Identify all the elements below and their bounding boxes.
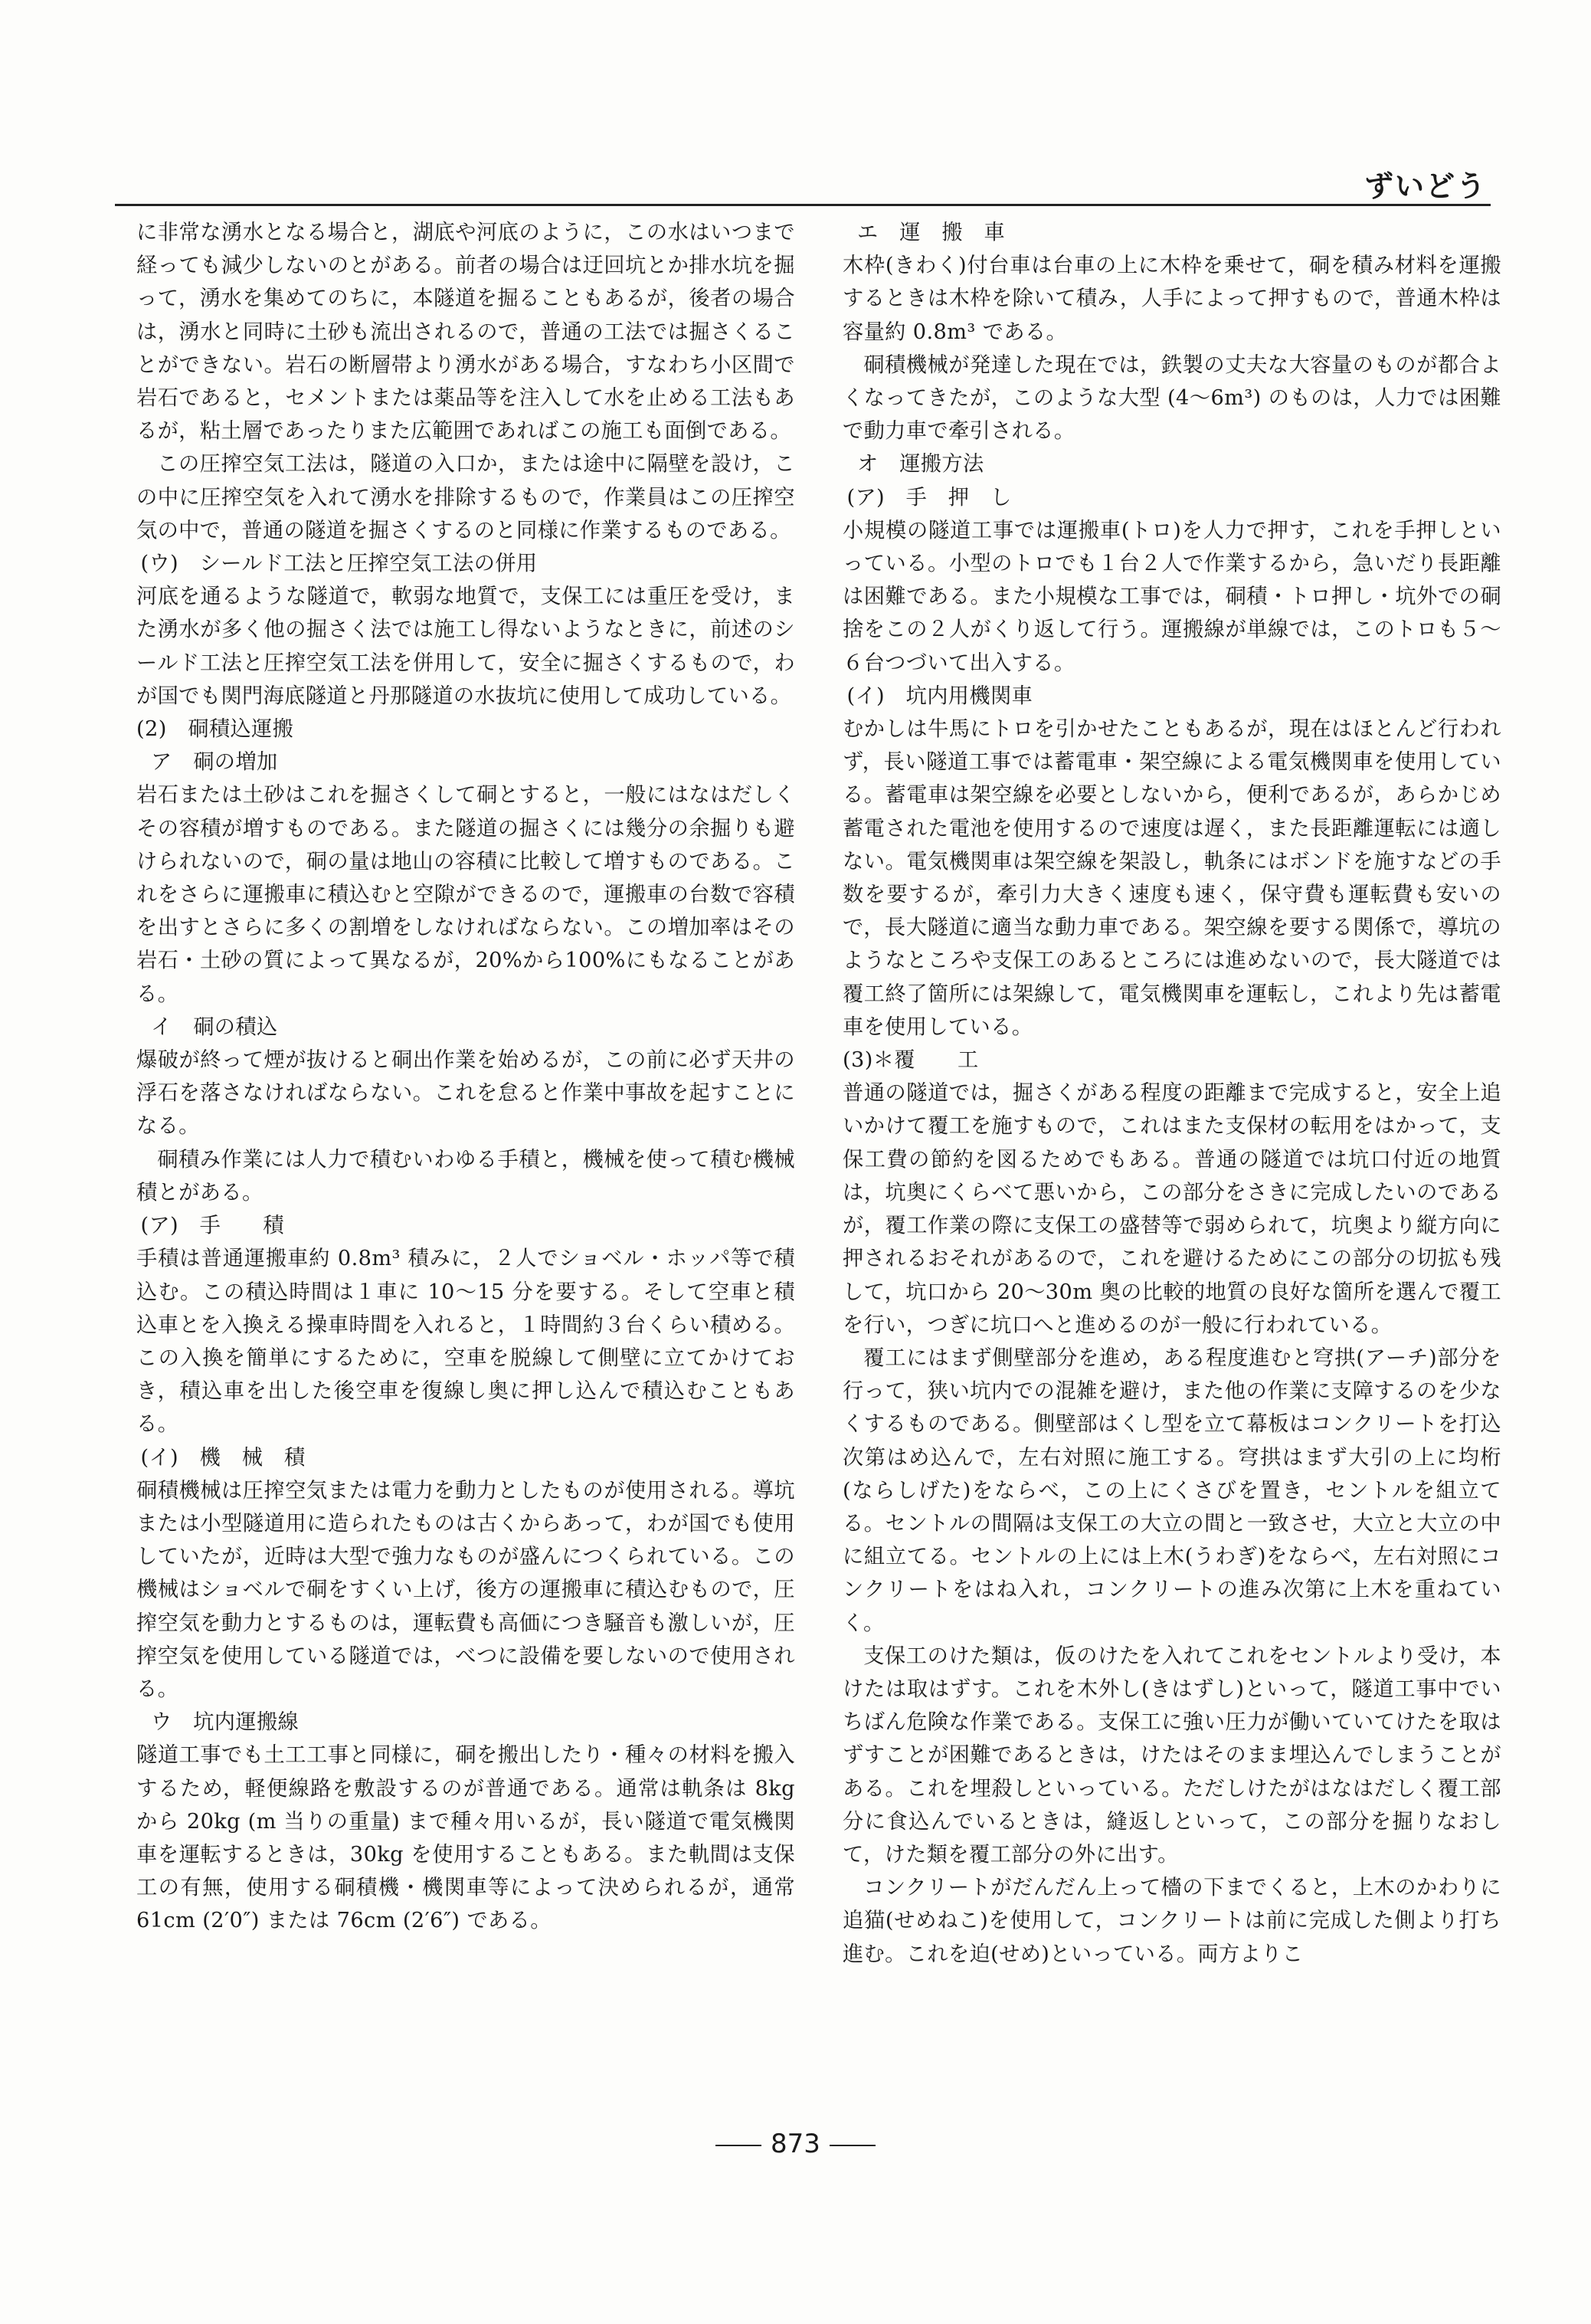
section-heading: イ 硐の積込 xyxy=(151,1014,278,1039)
left-column xyxy=(136,216,795,1938)
section-heading: (3)＊覆 工 xyxy=(843,1048,979,1073)
paragraph: 硐積機械が発達した現在では，鉄製の丈夫な大容量のものが都合よくなってきたが，このような大型 (4～6m³) のものは，人力では困難で動力車で牽引される。 xyxy=(843,352,1501,444)
paragraph: 硐積み作業には人力で積むいわゆる手積と，機械を使って積む機械積とがある。 xyxy=(136,1147,795,1205)
footer-dash-right xyxy=(830,2145,876,2146)
paragraph: 小規模の隧道工事では運搬車(トロ)を人力で押す，これを手押しといっている。小型のトロでも１台２人で作業するから，急いだり長距離は困難である。また小規模な工事では，硐積・トロ押し・坑外での硐捨をこの２人がくり返して行う。運搬線が単線では，このトロも５～６台つづいて出入する。 xyxy=(843,518,1501,675)
paragraph: 覆工にはまず側壁部分を進め，ある程度進むと穹拱(アーチ)部分を行って，狭い坑内での混雑を避け，また他の作業に支障するのを少なくするものである。側壁部はくし型を立て幕板はコンクリートを打込次第はめ込んで，左右対照に施工する。穹拱はまず大引の上に均桁(ならしげた)をならべ，この上にくさびを置き，セントルを組立てる。セントルの間隔は支保工の大立の間と一致させ，大立と大立の中に組立てる。セントルの上には上木(うわぎ)をならべ，左右対照にコンクリートをはね入れ，コンクリートの進み次第に上木を重ねていく。 xyxy=(843,1346,1501,1635)
paragraph: 木枠(きわく)付台車は台車の上に木枠を乗せて，硐を積み材料を運搬するときは木枠を除いて積み，人手によって押すもので，普通木枠は容量約 0.8m³ である。 xyxy=(843,254,1501,344)
section-heading: (イ) 機 械 積 xyxy=(140,1445,306,1470)
paragraph: 硐積機械は圧搾空気または電力を動力としたものが使用される。導坑または小型隧道用に造られたものは古くからあって，わが国でも使用していたが，近時は大型で強力なものが盛んにつくられている。この機械はショベルで硐をすくい上げ，後方の運搬車に積込むもので，圧搾空気を動力とするものは，運転費も高価につき騒音も激しいが，圧搾空気を使用している隧道では，べつに設備を要しないので使用される。 xyxy=(136,1478,795,1701)
paragraph: 河底を通るような隧道で，軟弱な地質で，支保工には重圧を受け，また湧水が多く他の掘さく法では施工し得ないようなときに，前述のシールド工法と圧搾空気工法を併用して，安全に掘さくするもので，わが国でも関門海底隧道と丹那隧道の水抜坑に使用して成功している。 xyxy=(136,585,795,708)
right-column xyxy=(843,216,1501,1971)
paragraph: むかしは牛馬にトロを引かせたこともあるが，現在はほとんど行われず，長い隧道工事では蓄電車・架空線による電気機関車を使用している。蓄電車は架空線を必要としないから，便利であるが，あらかじめ蓄電された電池を使用するので速度は遅く，また長距離運転には適しない。電気機関車は架空線を架設し，軌条にはボンドを施すなどの手数を要するが，牽引力大きく速度も速く，保守費も運転費も安いので，長大隧道に適当な動力車である。架空線を要する関係で，導坑のようなところや支保工のあるところには進めないので，長大隧道では覆工終了箇所には架線して，電気機関車を運転し，これより先は蓄電車を使用している。 xyxy=(843,717,1501,1039)
running-head: ずいどう xyxy=(1363,169,1487,203)
page-number: 873 xyxy=(771,2129,820,2159)
section-heading: (ア) 手 押 し xyxy=(846,485,1012,510)
section-heading: オ 運搬方法 xyxy=(857,452,984,477)
paragraph: この圧搾空気工法は，隧道の入口か，または途中に隔壁を設け，この中に圧搾空気を入れて湧水を排除するもので，作業員はこの圧搾空気の中で，普通の隧道を掘さくするのと同様に作業するものである。 xyxy=(136,452,795,542)
header-rule xyxy=(115,204,1491,206)
paragraph: に非常な湧水となる場合と，湖底や河底のように，この水はいつまで経っても減少しないのとがある。前者の場合は迂回坑とか排水坑を掘って，湧水を集めてのちに，本隧道を掘ることもあるが，後者の場合は，湧水と同時に土砂も流出されるので，普通の工法では掘さくることができない。岩石の断層帯より湧水がある場合，すなわち小区間で岩石であると，セメントまたは薬品等を注入して水を止める工法もあるが，粘土層であったりまた広範囲であればこの施工も面倒である。 xyxy=(136,221,795,444)
page-number-footer xyxy=(0,2129,1591,2159)
paragraph: 岩石または土砂はこれを掘さくして硐とすると，一般にはなはだしくその容積が増すものである。また隧道の掘さくには幾分の余掘りも避けられないので，硐の量は地山の容積に比較して増すものである。これをさらに運搬車に積込むと空隙ができるので，運搬車の台数で容積を出すとさらに多くの割増をしなければならない。この増加率はその岩石・土砂の質によって異なるが，20%から100%にもなることがある。 xyxy=(136,783,795,1006)
section-heading: ア 硐の増加 xyxy=(151,750,278,775)
footer-dash-left xyxy=(715,2145,761,2146)
section-heading: (ア) 手 積 xyxy=(140,1214,284,1238)
section-heading: (ウ) シールド工法と圧搾空気工法の併用 xyxy=(140,552,538,576)
section-heading: (イ) 坑内用機関車 xyxy=(846,683,1033,708)
paragraph: 手積は普通運搬車約 0.8m³ 積みに，２人でショベル・ホッパ等で積込む。この積込時間は１車に 10～15 分を要する。そして空車と積込車とを入換える操車時間を入れると，１時間約３台くらい積める。この入換を簡単にするために，空車を脱線して側壁に立てかけておき，積込車を出した後空車を復線し奥に押し込んで積込むこともある。 xyxy=(136,1247,795,1437)
paragraph: 普通の隧道では，掘さくがある程度の距離まで完成すると，安全上追いかけて覆工を施すもので，これはまた支保材の転用をはかって，支保工費の節約を図るためでもある。普通の隧道では坑口付近の地質は，坑奥にくらべて悪いから，この部分をさきに完成したいのであるが，覆工作業の際に支保工の盛替等で弱められて，坑奥より縦方向に押されるおそれがあるので，これを避けるためにこの部分の切拡も残して，坑口から 20～30m 奥の比較的地質の良好な箇所を選んで覆工を行い，つぎに坑口へと進めるのが一般に行われている。 xyxy=(843,1081,1501,1337)
section-heading: ウ 坑内運搬線 xyxy=(151,1710,300,1735)
paragraph: 隧道工事でも土工工事と同様に，硐を搬出したり・種々の材料を搬入するため，軽便線路を敷設するのが普通である。通常は軌条は 8kg から 20kg (m 当りの重量) まで種々用いるが，長い隧道で電気機関車を運転するときは，30kg を使用することもある。また軌間は支保工の有無，使用する硐積機・機関車等によって決められるが，通常 61cm (2′0″) または 76cm (2′6″) である。 xyxy=(136,1743,795,1933)
paragraph: 爆破が終って煙が抜けると硐出作業を始めるが，この前に必ず天井の浮石を落さなければならない。これを怠ると作業中事故を起すことになる。 xyxy=(136,1048,795,1139)
paragraph: コンクリートがだんだん上って檣の下までくると，上木のかわりに追猫(せめねこ)を使用して，コンクリートは前に完成した側より打ち進む。これを迫(せめ)といっている。両方よりこ xyxy=(843,1876,1501,1966)
section-heading: (2) 硐積込運搬 xyxy=(136,717,294,742)
section-heading: エ 運 搬 車 xyxy=(857,221,1006,244)
paragraph: 支保工のけた類は，仮のけたを入れてこれをセントルより受け，本けたは取はずす。これを木外し(きはずし)といって，隧道工事中でいちばん危険な作業である。支保工に強い圧力が働いていてけたを取はずすことが困難であるときは，けたはそのまま埋込んでしまうことがある。これを埋殺しといっている。ただしけたがはなはだしく覆工部分に食込んでいるときは，縫返しといって，この部分を掘りなおして，けた類を覆工部分の外に出す。 xyxy=(843,1644,1501,1867)
